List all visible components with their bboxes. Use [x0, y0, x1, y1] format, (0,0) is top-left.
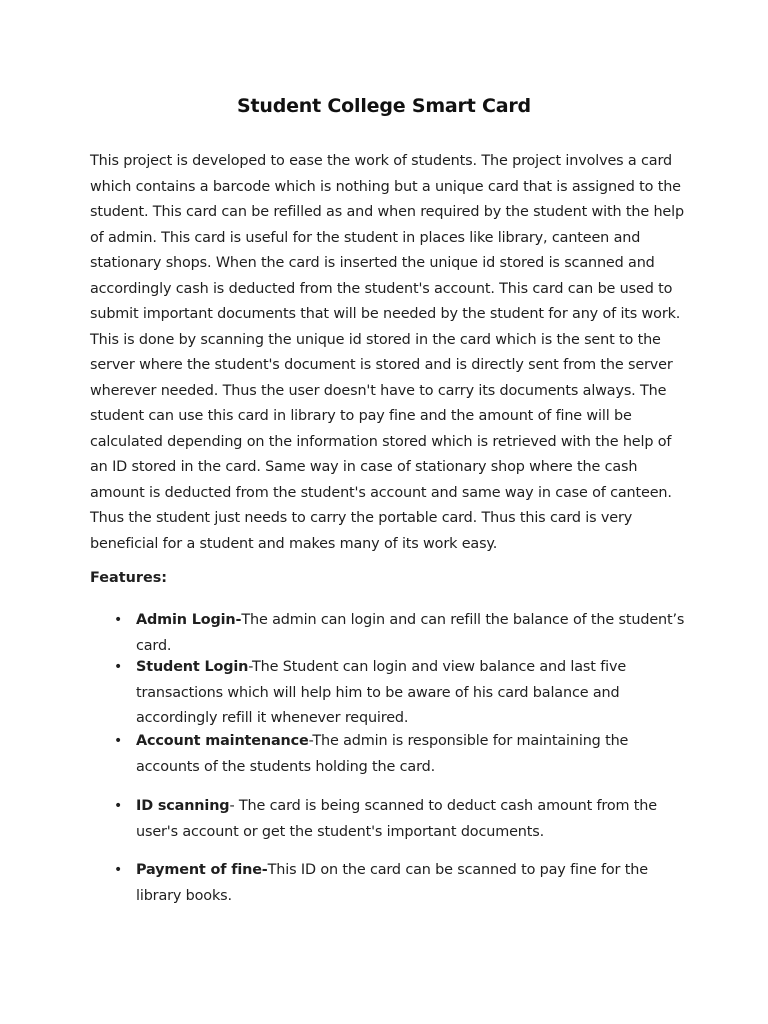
- feature-payment-of-fine: [114, 858, 696, 909]
- feature-text: This ID on the card can be scanned to pay fine for the library books.: [136, 862, 648, 904]
- features-heading: Features:: [90, 570, 168, 586]
- document-title: Student College Smart Card: [237, 95, 531, 117]
- feature-label: Account maintenance: [136, 733, 309, 749]
- feature-text: -The Student can login and view balance and last five transactions which will help him to be aware of his card balance and accordingly refill it whenever required.: [136, 659, 627, 726]
- feature-admin-login: [114, 608, 696, 659]
- bullet-icon: •: [114, 862, 123, 878]
- feature-id-scanning: [114, 794, 696, 845]
- feature-student-login: [114, 655, 696, 732]
- bullet-icon: •: [114, 612, 123, 628]
- feature-label: Student Login: [136, 659, 249, 675]
- feature-text: -The admin is responsible for maintaining the accounts of the students holding the card.: [136, 733, 629, 775]
- feature-label: Payment of fine-: [136, 862, 268, 878]
- intro-paragraph: This project is developed to ease the work of students. The project involves a card which contains a barcode which is nothing but a unique card that is assigned to the student. This card can be refilled as and when required by the student with the help of admin. This card is useful for the student in places like library, canteen and stationary shops. When the card is inserted the unique id stored is scanned and accordingly cash is deducted from the student's account. This card can be used to submit important documents that will be needed by the student for any of its work. This is done by scanning the unique id stored in the card which is the sent to the server where the student's document is stored and is directly sent from the server wherever needed. Thus the user doesn't have to carry its documents always. The student can use this card in library to pay fine and the amount of fine will be calculated depending on the information stored which is retrieved with the help of an ID stored in the card. Same way in case of stationary shop where the cash amount is deducted from the student's account and same way in case of canteen. Thus the student just needs to carry the portable card. Thus this card is very beneficial for a student and makes many of its work easy.: [90, 153, 684, 552]
- bullet-icon: •: [114, 659, 123, 675]
- feature-text: The admin can login and can refill the balance of the student’s card.: [136, 612, 685, 654]
- feature-text: - The card is being scanned to deduct cash amount from the user's account or get the student's important documents.: [136, 798, 657, 840]
- feature-account-maintenance: [114, 729, 696, 780]
- bullet-icon: •: [114, 733, 123, 749]
- feature-label: ID scanning: [136, 798, 230, 814]
- feature-label: Admin Login-: [136, 612, 242, 628]
- bullet-icon: •: [114, 798, 123, 814]
